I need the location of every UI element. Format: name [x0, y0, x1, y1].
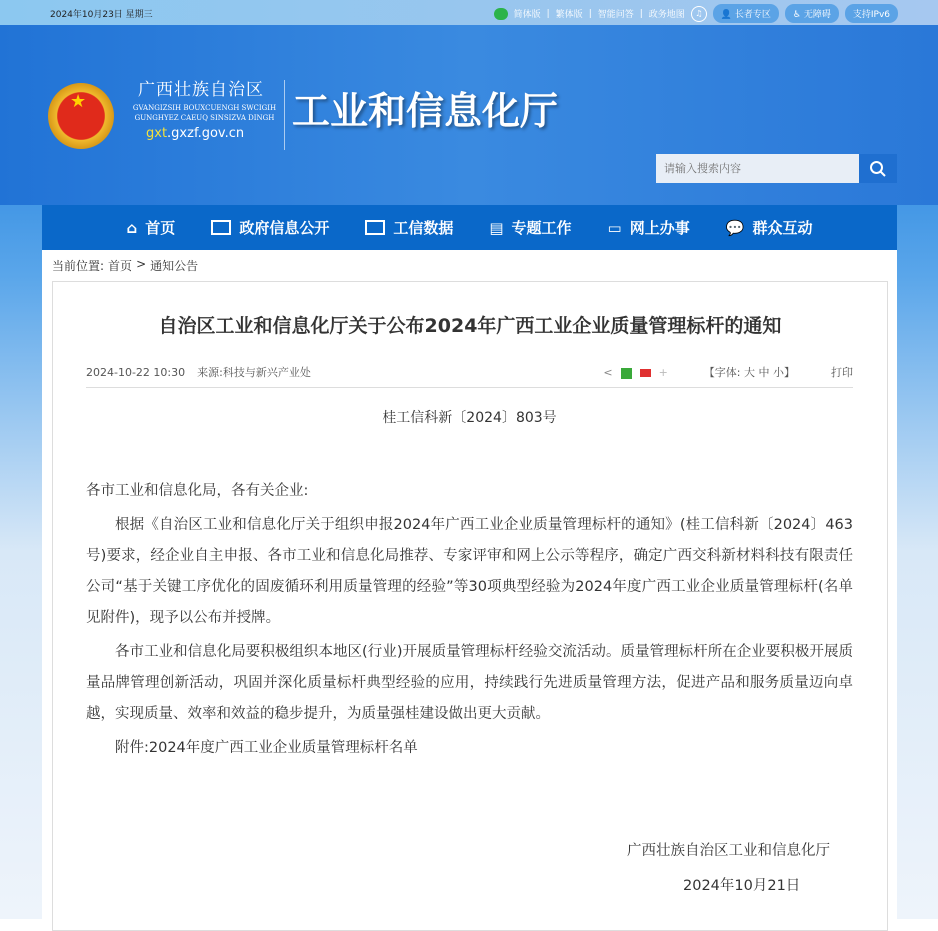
- wechat-icon[interactable]: [494, 8, 508, 20]
- nav-topics[interactable]: ▤ 专题工作: [489, 218, 572, 237]
- search-input[interactable]: [656, 154, 859, 183]
- region-name-zhuang: GVANGIZSIH BOUXCUENGH SWCIGIH GUNGHYEZ CAEUQ SINSIZVA DINGH: [132, 104, 277, 122]
- nav-data[interactable]: 工信数据: [365, 217, 453, 238]
- print-button[interactable]: 打印: [831, 366, 853, 379]
- printer-icon: ▤: [489, 218, 504, 237]
- breadcrumb-label: 当前位置:: [52, 259, 105, 273]
- font-size-control[interactable]: 【字体: 大 中 小】: [703, 366, 795, 379]
- home-icon: ⌂: [126, 218, 138, 237]
- accessible-button[interactable]: ♿ 无障碍: [785, 4, 839, 23]
- sign-date: 2024年10月21日: [683, 878, 801, 894]
- salutation: 各市工业和信息化局，各有关企业:: [86, 483, 309, 499]
- national-emblem-icon: ★: [48, 83, 114, 149]
- article-meta: [86, 364, 853, 388]
- share-icon[interactable]: <: [603, 366, 613, 379]
- traditional-link[interactable]: 繁体版: [555, 10, 583, 20]
- main-nav: [42, 205, 897, 250]
- chat-icon: 💬: [725, 218, 745, 237]
- audio-icon[interactable]: ♫: [691, 6, 707, 22]
- more-share-icon[interactable]: +: [658, 366, 668, 379]
- nav-interaction[interactable]: 💬 群众互动: [725, 218, 813, 237]
- map-link[interactable]: 政务地图: [648, 10, 685, 20]
- elder-label: 长者专区: [734, 10, 771, 20]
- current-date: 2024年10月23日 星期三: [50, 10, 153, 20]
- breadcrumb-separator: >: [136, 257, 147, 271]
- nav-gov-info[interactable]: 政府信息公开: [211, 217, 329, 238]
- elder-button[interactable]: 👤 长者专区: [713, 4, 779, 23]
- nav-home[interactable]: ⌂ 首页: [126, 218, 176, 237]
- top-bar: 2024年10月23日 星期三 简体版 | 繁体版 | 智能问答 | 政务地图 ♫ 👤 长者专区 ♿ 无障碍 支持IPv6: [0, 0, 938, 25]
- signer: 广西壮族自治区工业和信息化厅: [627, 843, 830, 859]
- divider: [284, 80, 285, 150]
- image-icon: [365, 220, 385, 235]
- attachment-link[interactable]: 附件:2024年度广西工业企业质量管理标杆名单: [115, 740, 418, 756]
- weibo-share-icon[interactable]: [640, 369, 651, 377]
- breadcrumb-current[interactable]: 通知公告: [150, 259, 199, 273]
- simplified-link[interactable]: 简体版: [513, 10, 541, 20]
- image-icon: [211, 220, 231, 235]
- document-number: 桂工信科新〔2024〕803号: [382, 410, 557, 426]
- breadcrumb: [52, 257, 198, 274]
- department-title: 工业和信息化厅: [292, 88, 559, 133]
- paragraph-1: 根据《自治区工业和信息化厅关于组织申报2024年广西工业企业质量管理标杆的通知》(桂工信科新〔2024〕463号)要求，经企业自主申报、各市工业和信息化局推荐、专家评审和网上公示等程序，确定广西交科新材料科技有限责任公司“基于关键工序优化的固废循环利用质量管理的经验”等30项典型经验为2024年度广西工业企业质量管理标杆(名单见附件)，现予以公布并授牌。: [86, 517, 853, 626]
- article-body: [86, 404, 853, 904]
- breadcrumb-home[interactable]: 首页: [108, 259, 133, 273]
- search-icon: [869, 160, 887, 178]
- source: 来源:科技与新兴产业处: [197, 366, 311, 379]
- signature-block: [86, 834, 853, 904]
- ipv6-badge: 支持IPv6: [845, 4, 898, 23]
- article-title: 自治区工业和信息化厅关于公布2024年广西工业企业质量管理标杆的通知: [158, 315, 782, 337]
- nav-online-services[interactable]: ▭ 网上办事: [607, 218, 690, 237]
- region-name: 广西壮族自治区: [138, 80, 264, 100]
- qa-link[interactable]: 智能问答: [597, 10, 634, 20]
- publish-time: 2024-10-22 10:30: [86, 366, 186, 379]
- laptop-icon: ▭: [607, 218, 622, 237]
- wechat-share-icon[interactable]: [621, 368, 632, 379]
- paragraph-2: 各市工业和信息化局要积极组织本地区(行业)开展质量管理标杆经验交流活动。质量管理标杆所在企业要积极开展质量品牌管理创新活动，巩固并深化质量标杆典型经验的应用，持续践行先进质量管理方法，促进产品和服务质量迈向卓越，实现质量、效率和效益的稳步提升，为质量强桂建设做出更大贡献。: [86, 644, 853, 722]
- accessible-label: 无障碍: [803, 10, 831, 20]
- site-domain: gxt.gxzf.gov.cn: [146, 126, 245, 141]
- search-button[interactable]: [859, 154, 897, 183]
